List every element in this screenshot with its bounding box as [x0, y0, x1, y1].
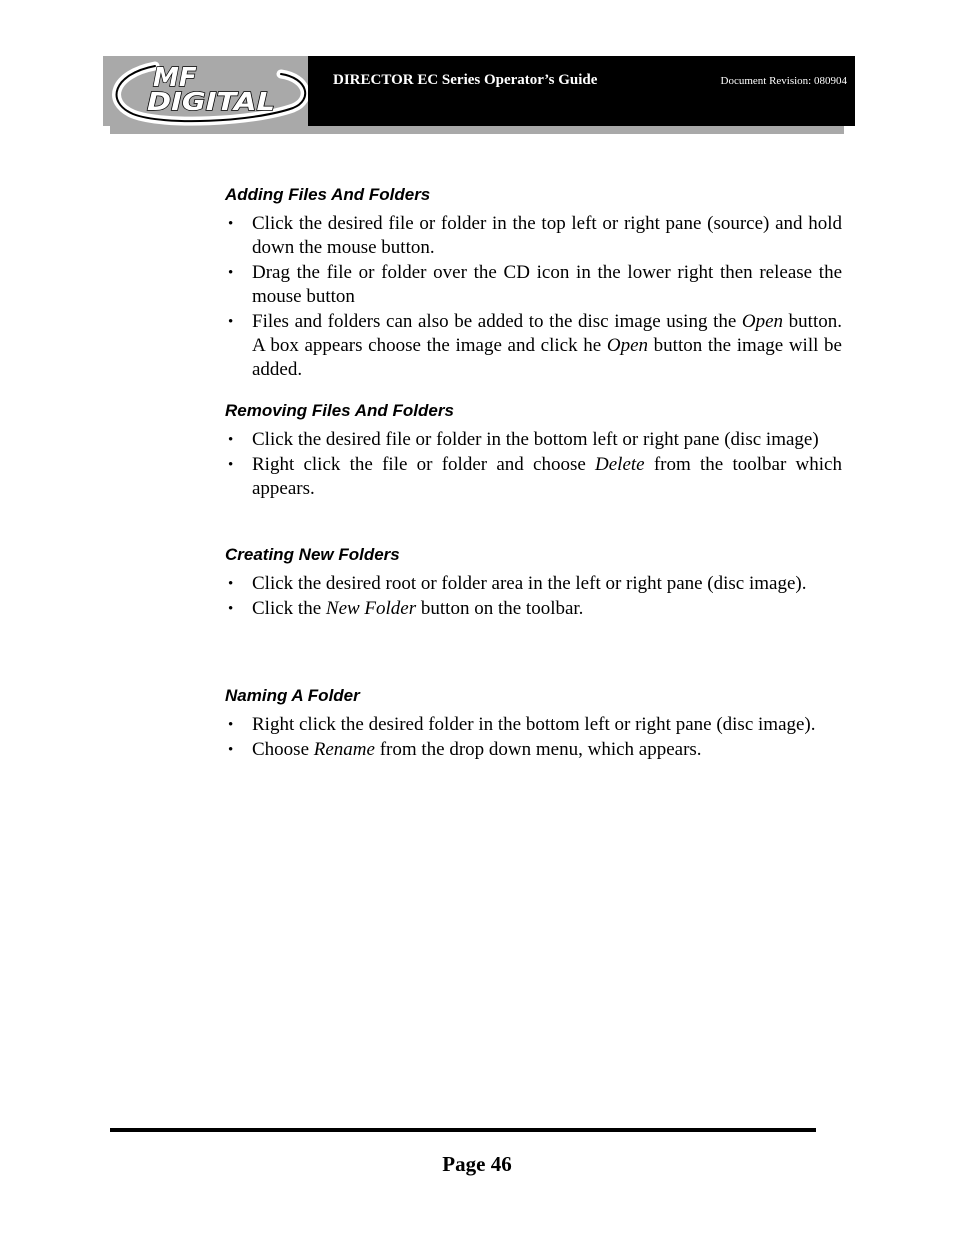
text-run: from the toolbar which appears.: [252, 454, 842, 499]
list-item: [223, 713, 842, 737]
section-adding-files: [223, 184, 842, 382]
page-number: Page 46: [442, 1152, 512, 1176]
list-item: [223, 738, 842, 762]
text-run: button the image will be added.: [252, 335, 842, 380]
list-item: [223, 572, 842, 596]
section-title: Removing Files And Folders: [225, 401, 454, 420]
text-run: Drag the file or folder over the CD icon in the lower right then release the mouse button: [252, 262, 842, 307]
section-title: Creating New Folders: [225, 545, 400, 564]
section-removing-files: [223, 400, 842, 501]
bullet-glyph: •: [228, 576, 234, 592]
section-title: Adding Files And Folders: [225, 185, 431, 204]
bullet-glyph: •: [228, 457, 234, 473]
text-run: Right click the desired folder in the bottom left or right pane (disc image).: [252, 714, 816, 735]
text-run: Files and folders can also be added to the disc image using the: [252, 311, 742, 332]
text-run: Choose: [252, 739, 314, 760]
bullet-list: [223, 212, 842, 382]
bullet-list: [223, 428, 842, 501]
emphasis-text: New Folder: [325, 598, 417, 619]
list-item: [223, 597, 842, 621]
bullet-glyph: •: [228, 216, 234, 232]
text-run: button on the toolbar.: [416, 598, 584, 619]
text-run: from the drop down menu, which appears.: [374, 739, 702, 760]
text-run: Click the desired root or folder area in the left or right pane (disc image).: [252, 573, 807, 594]
bullet-glyph: •: [228, 265, 234, 281]
list-item: [223, 212, 842, 260]
text-run: button. A box appears choose the image and click he: [252, 311, 842, 356]
text-run: Click the desired file or folder in the top left or right pane (source) and hold down the mouse button.: [252, 213, 842, 258]
emphasis-text: Open: [606, 335, 648, 356]
emphasis-text: Delete: [595, 454, 645, 475]
emphasis-text: Rename: [313, 739, 375, 760]
svg-text:DIGITAL: DIGITAL: [147, 87, 275, 116]
section-creating-folders: [223, 544, 842, 621]
section-naming-folder: [223, 685, 842, 762]
header-title: DIRECTOR EC Series Operator’s Guide: [333, 72, 598, 88]
text-run: Click the desired file or folder in the bottom left or right pane (disc image): [252, 429, 819, 450]
section-title: Naming A Folder: [225, 686, 360, 705]
bullet-glyph: •: [228, 601, 234, 617]
bullet-glyph: •: [228, 742, 234, 758]
list-item: [223, 453, 842, 501]
emphasis-text: Open: [741, 311, 784, 332]
text-run: Click the: [252, 598, 326, 619]
bullet-list: [223, 713, 842, 762]
footer-rule: [110, 1128, 816, 1132]
bullet-glyph: •: [228, 314, 234, 330]
bullet-glyph: •: [228, 432, 234, 448]
document-body: [223, 184, 842, 763]
mf-digital-logo: [103, 56, 308, 126]
bullet-glyph: •: [228, 717, 234, 733]
bullet-list: [223, 572, 842, 621]
list-item: [223, 261, 842, 309]
list-item: [223, 428, 842, 452]
document-revision: Document Revision: 080904: [720, 75, 847, 87]
page-header: [103, 56, 855, 126]
text-run: Right click the file or folder and choose: [252, 454, 596, 475]
list-item: [223, 310, 842, 382]
svg-text:MF: MF: [153, 63, 197, 93]
